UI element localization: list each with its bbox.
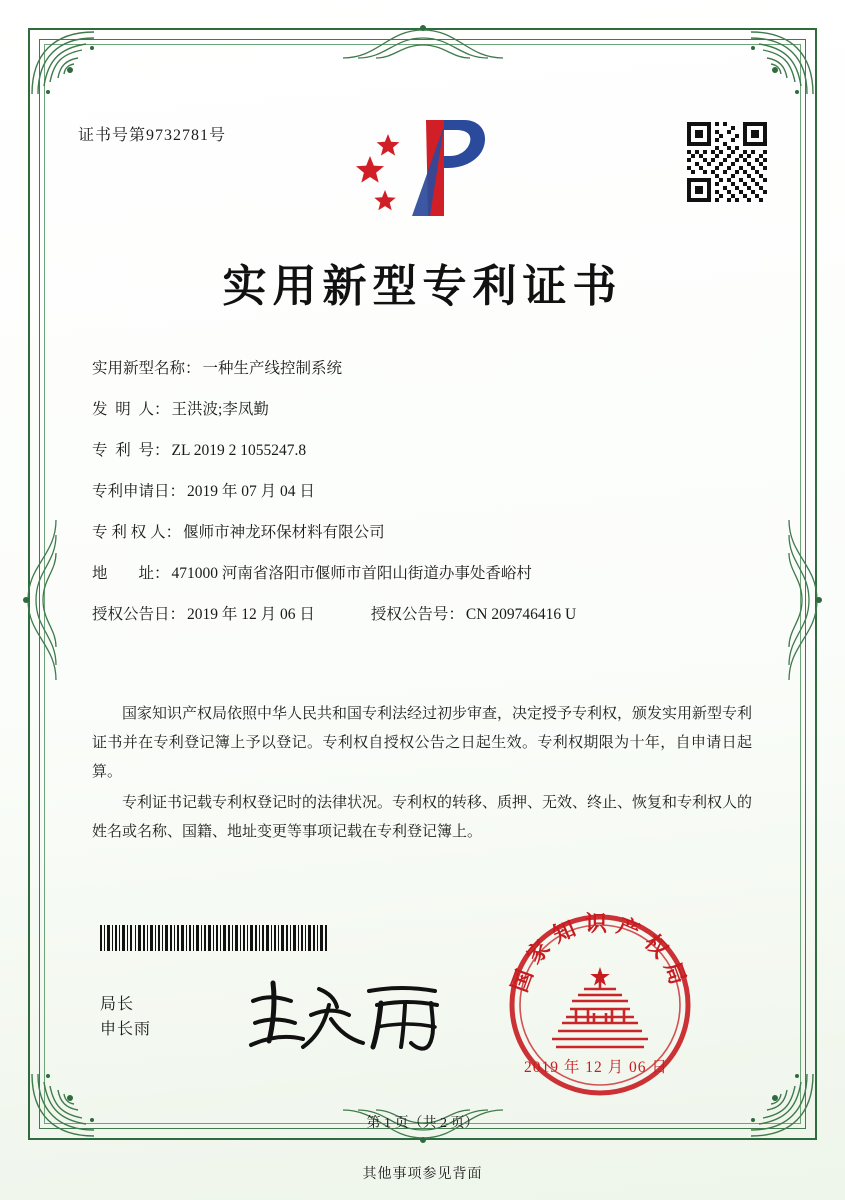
field-value: 偃师市神龙环保材料有限公司	[183, 524, 385, 542]
paragraph: 国家知识产权局依照中华人民共和国专利法经过初步审查，决定授予专利权，颁发实用新型专利证书并在专利登记簿上予以登记。专利权自授权公告之日起生效。专利权期限为十年，自申请日起算。	[92, 706, 753, 780]
field-value: ZL 2019 2 1055247.8	[171, 442, 307, 460]
announcement-date-label: 授权公告日：	[92, 606, 186, 624]
field-row	[92, 401, 762, 418]
field-row	[92, 565, 762, 582]
announcement-date-value: 2019 年 12 月 06 日	[187, 606, 315, 624]
seal-date: 2019 年 12 月 06 日	[524, 1059, 668, 1076]
certificate-fields	[92, 360, 762, 647]
director-name: 申长雨	[100, 1021, 152, 1038]
field-row	[92, 442, 762, 459]
field-label: 专 利 号：	[92, 442, 170, 460]
legal-text-block	[92, 700, 752, 849]
certificate-number: 证书号第9732781号	[78, 127, 227, 144]
field-row	[92, 524, 762, 541]
page-number: 第 1 页（共 2 页）	[366, 1116, 479, 1131]
field-row	[92, 483, 762, 500]
handwritten-signature-icon	[245, 975, 455, 1055]
field-value: 一种生产线控制系统	[202, 360, 343, 377]
director-signature-label	[100, 992, 151, 1042]
field-label: 专 利 权 人：	[92, 524, 182, 542]
announcement-number-label: 授权公告号：	[370, 606, 464, 624]
field-label: 发 明 人：	[92, 401, 170, 419]
qr-code-icon	[685, 120, 769, 204]
footer-note: 其他事项参见背面	[362, 1167, 483, 1182]
page-title: 实用新型专利证书	[222, 261, 623, 312]
svg-text:国家知识产权局: 国家知识产权局	[506, 911, 694, 996]
announcement-number-value: CN 209746416 U	[465, 606, 577, 624]
field-label: 专利申请日：	[92, 483, 186, 501]
field-row	[92, 360, 762, 377]
field-label: 地 址：	[92, 565, 170, 583]
field-value: 王洪波;李凤勤	[171, 401, 269, 419]
barcode-icon	[100, 925, 328, 951]
field-value: 2019 年 07 月 04 日	[187, 483, 315, 501]
field-label: 实用新型名称：	[92, 360, 201, 377]
director-title: 局长	[100, 996, 135, 1013]
paragraph: 专利证书记载专利权登记时的法律状况。专利权的转移、质押、无效、终止、恢复和专利权人的姓名或名称、国籍、地址变更等事项记载在专利登记簿上。	[92, 795, 753, 840]
field-value: 471000 河南省洛阳市偃师市首阳山街道办事处香峪村	[171, 565, 532, 583]
cnipa-logo-icon	[352, 112, 492, 224]
announcement-row	[92, 606, 762, 623]
